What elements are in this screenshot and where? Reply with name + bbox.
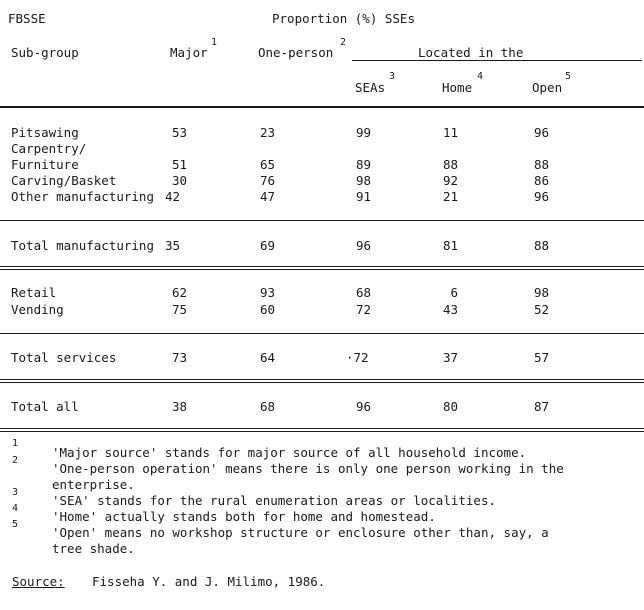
row-label: Carpentry/: [11, 141, 87, 156]
major-value: 62: [172, 285, 188, 300]
row-label: Total manufacturing: [11, 238, 154, 253]
home-value: 81: [442, 238, 458, 253]
section-rule: [0, 379, 644, 380]
table-title: Proportion (%) SSEs: [272, 11, 415, 26]
footnote-text: enterprise.: [52, 477, 135, 492]
subgroup-header: Sub-group: [11, 45, 79, 60]
seas-superscript: 3: [389, 71, 396, 82]
open-header: Open: [532, 80, 563, 95]
group-header: FBSSE: [8, 11, 46, 26]
home-header: Home: [442, 80, 473, 95]
footnote-text: 'Major source' stands for major source of all household income.: [52, 445, 527, 460]
major-value: 38: [172, 399, 188, 414]
one-person-value: 47: [260, 189, 276, 204]
footnote-text: tree shade.: [52, 541, 135, 556]
major-value: 75: [172, 302, 188, 317]
home-superscript: 4: [477, 71, 484, 82]
footnote-text: 'SEA' stands for the rural enumeration areas or localities.: [52, 493, 497, 508]
seas-value: 89: [356, 157, 372, 172]
footnote-number: 2: [12, 455, 19, 466]
footnote-number: 4: [12, 503, 19, 514]
major-value: 35: [165, 238, 181, 253]
open-value: 87: [534, 399, 550, 414]
footnote-number: 3: [12, 487, 19, 498]
major-value: 42: [165, 189, 181, 204]
source-text: Fisseha Y. and J. Milimo, 1986.: [92, 574, 326, 589]
row-label: Furniture: [11, 157, 79, 172]
home-value: 88: [442, 157, 458, 172]
footnote-number: 1: [12, 438, 19, 449]
major-value: 51: [172, 157, 188, 172]
located-in-rule: [352, 60, 642, 61]
home-value: 43: [442, 302, 458, 317]
footnote-text: 'Home' actually stands both for home and homestead.: [52, 509, 436, 524]
seas-header: SEAs: [355, 80, 386, 95]
row-label: Total all: [11, 399, 79, 414]
open-value: 57: [534, 350, 550, 365]
seas-value: 96: [356, 399, 372, 414]
seas-value: ·72: [346, 350, 369, 365]
seas-value: 72: [356, 302, 372, 317]
one-person-value: 23: [260, 125, 276, 140]
footnote-text: 'One-person operation' means there is only one person working in the: [52, 461, 564, 476]
row-label: Total services: [11, 350, 117, 365]
open-value: 88: [534, 157, 550, 172]
section-rule: [0, 266, 644, 267]
one-person-value: 60: [260, 302, 276, 317]
seas-value: 91: [356, 189, 372, 204]
open-value: 88: [534, 238, 550, 253]
open-value: 98: [534, 285, 550, 300]
seas-value: 98: [356, 173, 372, 188]
home-value: 11: [442, 125, 458, 140]
row-label: Retail: [11, 285, 57, 300]
row-label: Vending: [11, 302, 64, 317]
one-person-value: 76: [260, 173, 276, 188]
major-value: 73: [172, 350, 188, 365]
home-value: 6: [450, 285, 458, 300]
major-value: 30: [172, 173, 188, 188]
home-value: 37: [442, 350, 458, 365]
seas-value: 99: [356, 125, 372, 140]
one-person-value: 93: [260, 285, 276, 300]
section-rule: [0, 333, 644, 334]
source-label: Source:: [12, 574, 65, 589]
located-in-header: Located in the: [418, 45, 524, 60]
one-person-value: 69: [260, 238, 276, 253]
section-rule: [0, 431, 644, 432]
section-rule: [0, 382, 644, 383]
seas-value: 68: [356, 285, 372, 300]
open-value: 52: [534, 302, 550, 317]
one-person-header: One-person: [258, 45, 334, 60]
open-value: 96: [534, 125, 550, 140]
section-rule: [0, 220, 644, 221]
one-person-value: 68: [260, 399, 276, 414]
home-value: 21: [442, 189, 458, 204]
major-superscript: 1: [211, 37, 218, 48]
major-header: Major: [170, 45, 208, 60]
row-label: Carving/Basket: [11, 173, 117, 188]
footnote-number: 5: [12, 519, 19, 530]
row-label: Other manufacturing: [11, 189, 154, 204]
one-person-value: 64: [260, 350, 276, 365]
footnote-text: 'Open' means no workshop structure or enclosure other than, say, a: [52, 525, 549, 540]
seas-value: 96: [356, 238, 372, 253]
major-value: 53: [172, 125, 188, 140]
one-person-superscript: 2: [340, 37, 347, 48]
header-rule: [0, 106, 644, 108]
section-rule: [0, 428, 644, 429]
open-superscript: 5: [565, 71, 572, 82]
one-person-value: 65: [260, 157, 276, 172]
section-rule: [0, 269, 644, 270]
row-label: Pitsawing: [11, 125, 79, 140]
open-value: 86: [534, 173, 550, 188]
open-value: 96: [534, 189, 550, 204]
home-value: 80: [442, 399, 458, 414]
home-value: 92: [442, 173, 458, 188]
